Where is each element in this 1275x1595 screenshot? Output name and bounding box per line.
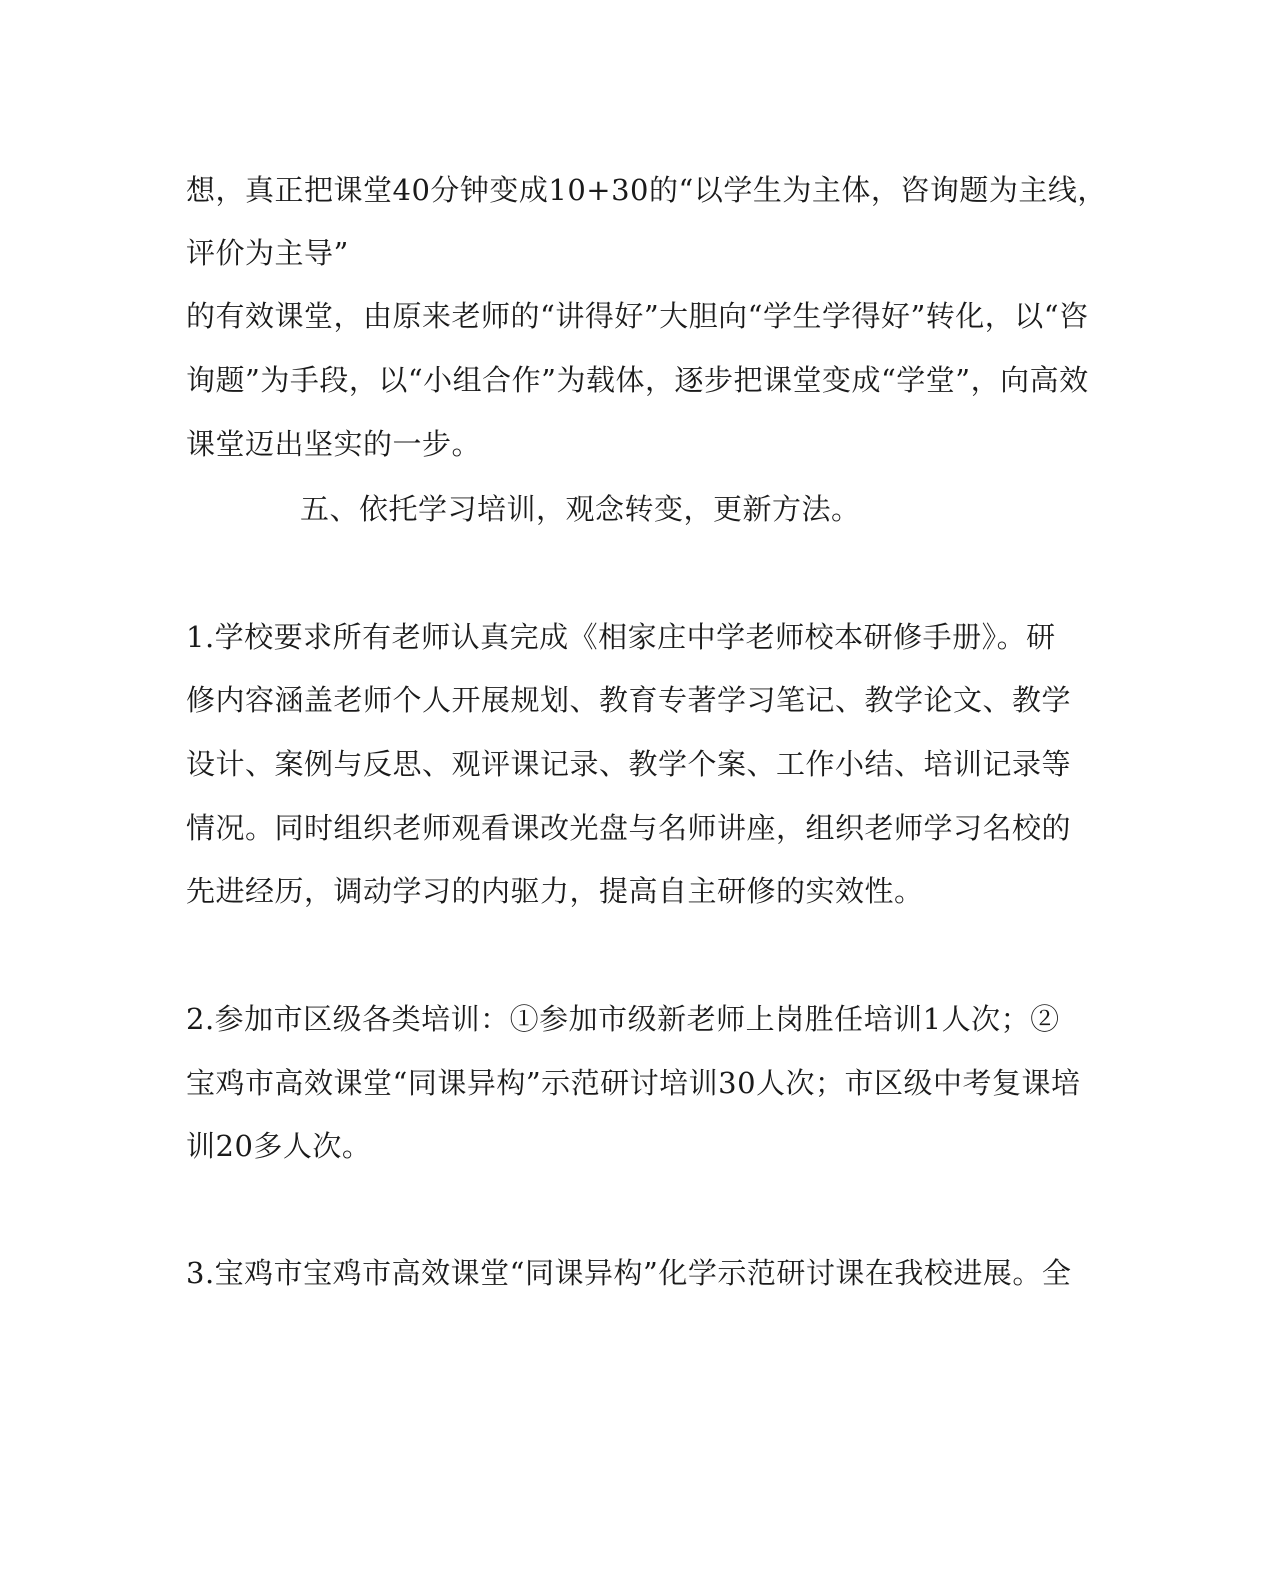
- paragraph-line: 课堂迈出坚实的一步。: [186, 427, 482, 461]
- paragraph-line: 的有效课堂，由原来老师的“讲得好”大胆向“学生学得好”转化，以“咨: [186, 299, 1089, 333]
- paragraph-line: 1.学校要求所有老师认真完成《相家庄中学老师校本研修手册》。研: [186, 620, 1056, 654]
- paragraph-line: 2.参加市区级各类培训：①参加市级新老师上岗胜任培训1人次；②: [186, 1002, 1060, 1036]
- paragraph-line: 修内容涵盖老师个人开展规划、教育专著学习笔记、教学论文、教学: [186, 683, 1072, 717]
- paragraph-line: 想，真正把课堂40分钟变成10+30的“以学生为主体，咨询题为主线，: [186, 173, 1107, 207]
- paragraph-line: 评价为主导”: [186, 236, 349, 270]
- paragraph-line: 3.宝鸡市宝鸡市高效课堂“同课异构”化学示范研讨课在我校进展。全: [186, 1256, 1072, 1290]
- paragraph-line: 先进经历，调动学习的内驱力，提高自主研修的实效性。: [186, 874, 924, 908]
- paragraph-line: 宝鸡市高效课堂“同课异构”示范研讨培训30人次；市区级中考复课培: [186, 1066, 1081, 1100]
- paragraph-line: 设计、案例与反思、观评课记录、教学个案、工作小结、培训记录等: [186, 747, 1072, 781]
- paragraph-line: 询题”为手段，以“小组合作”为载体，逐步把课堂变成“学堂”，向高效: [186, 363, 1089, 397]
- section-heading: 五、依托学习培训，观念转变，更新方法。: [300, 492, 861, 526]
- paragraph-line: 训20多人次。: [186, 1129, 372, 1163]
- paragraph-line: 情况。同时组织老师观看课改光盘与名师讲座，组织老师学习名校的: [186, 811, 1072, 845]
